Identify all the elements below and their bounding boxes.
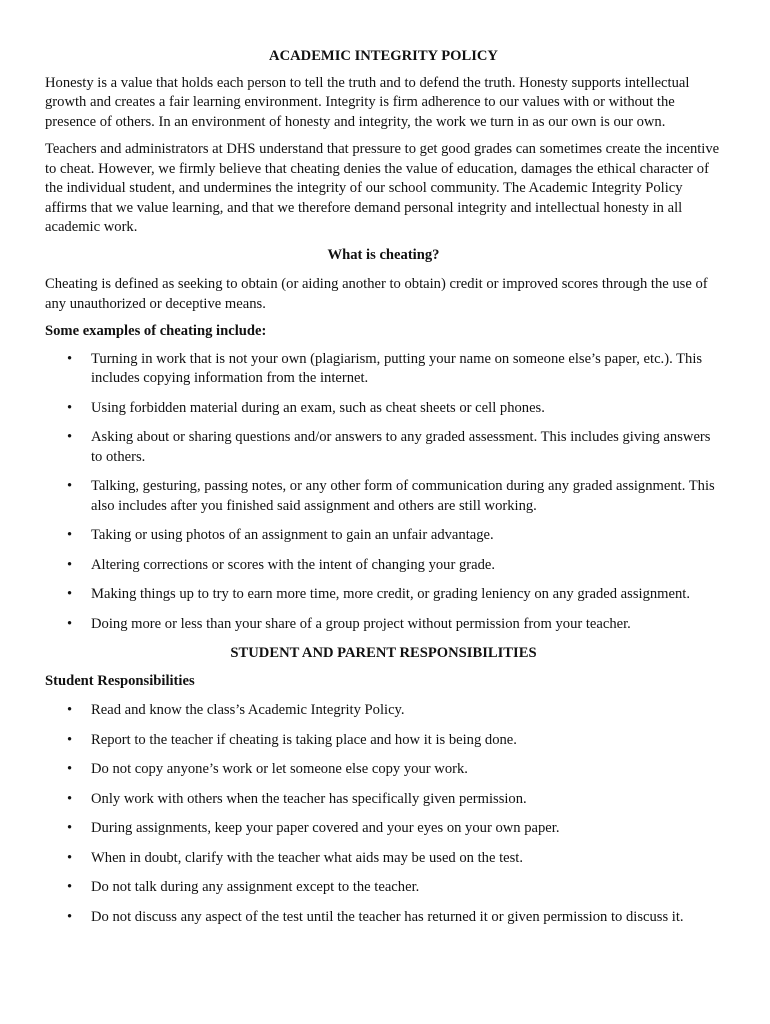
bullet-icon: • (67, 429, 73, 445)
bullet-icon: • (67, 849, 73, 866)
list-item-text: Turning in work that is not your own (plagiarism, putting your name on someone else’s paper, etc.). This includes copying information from the internet. (91, 350, 703, 386)
list-item (45, 399, 722, 419)
list-item (45, 849, 722, 869)
responsibilities-heading: STUDENT AND PARENT RESPONSIBILITIES (230, 645, 537, 661)
bullet-icon: • (67, 820, 73, 836)
list-item (45, 477, 722, 516)
list-item (45, 790, 722, 810)
list-item (45, 760, 722, 780)
bullet-icon: • (67, 527, 73, 543)
list-item (45, 615, 722, 635)
bullet-icon: • (67, 731, 73, 748)
intro-paragraph-teachers: Teachers and administrators at DHS understand that pressure to get good grades can sometimes create the incentive to cheat. However, we firmly believe that cheating denies the value of education, damages the ethical character of the individual student, and undermines the integrity of our school community. The Academic Integrity Policy affirms that we value learning, and that we therefore demand personal integrity and intellectual honesty in all academic work. (45, 141, 720, 235)
list-item-text: Do not talk during any assignment except to the teacher. (91, 879, 420, 895)
list-item-text: Asking about or sharing questions and/or answers to any graded assessment. This includes giving answers to others. (91, 429, 711, 465)
list-item-text: Talking, gesturing, passing notes, or any other form of communication during any graded assignment. This also includes after you finished said assignment and others are still working. (91, 478, 715, 514)
cheating-examples-list (45, 350, 722, 635)
bullet-icon: • (67, 586, 73, 602)
bullet-icon: • (67, 908, 73, 925)
bullet-icon: • (67, 399, 73, 416)
bullet-icon: • (67, 702, 73, 718)
cheating-definition: Cheating is defined as seeking to obtain (or aiding another to obtain) credit or improved scores through the use of any unauthorized or deceptive means. (45, 276, 708, 312)
list-item-text: Only work with others when the teacher has specifically given permission. (91, 790, 527, 807)
bullet-icon: • (67, 615, 73, 632)
bullet-icon: • (67, 478, 73, 494)
list-item-text: Doing more or less than your share of a group project without permission from your teacher. (91, 615, 631, 632)
student-responsibilities-heading: Student Responsibilities (45, 672, 195, 689)
list-item (45, 585, 722, 605)
list-item (45, 556, 722, 576)
list-item-text: Do not copy anyone’s work or let someone else copy your work. (91, 761, 468, 777)
bullet-icon: • (67, 761, 73, 777)
cheating-examples-heading: Some examples of cheating include: (45, 323, 267, 339)
list-item-text: Making things up to try to earn more time, more credit, or grading leniency on any graded assignment. (91, 586, 690, 602)
list-item-text: Altering corrections or scores with the intent of changing your grade. (91, 556, 496, 573)
list-item-text: Taking or using photos of an assignment to gain an unfair advantage. (91, 527, 494, 543)
list-item (45, 526, 722, 546)
list-item-text: Read and know the class’s Academic Integrity Policy. (91, 702, 405, 718)
what-is-cheating-heading: What is cheating? (327, 246, 440, 263)
bullet-icon: • (67, 350, 73, 367)
list-item (45, 908, 722, 928)
list-item-text: When in doubt, clarify with the teacher what aids may be used on the test. (91, 849, 524, 866)
page-title: ACADEMIC INTEGRITY POLICY (269, 48, 498, 64)
list-item (45, 350, 722, 389)
list-item-text: Report to the teacher if cheating is taking place and how it is being done. (91, 731, 517, 748)
list-item (45, 878, 722, 898)
bullet-icon: • (67, 556, 73, 573)
bullet-icon: • (67, 790, 73, 807)
list-item-text: During assignments, keep your paper covered and your eyes on your own paper. (91, 820, 560, 836)
list-item (45, 819, 722, 839)
list-item-text: Do not discuss any aspect of the test until the teacher has returned it or given permission to discuss it. (91, 908, 684, 925)
list-item (45, 731, 722, 751)
bullet-icon: • (67, 879, 73, 895)
list-item (45, 701, 722, 721)
list-item-text: Using forbidden material during an exam, such as cheat sheets or cell phones. (91, 399, 545, 416)
student-responsibilities-list (45, 701, 722, 927)
intro-paragraph-honesty: Honesty is a value that holds each person to tell the truth and to defend the truth. Honesty supports intellectual growth and creates a fair learning environment. Integrity is firm adherence to our values with or without the presence of others. In an environment of honesty and integrity, the work we turn in as our own is our own. (45, 74, 690, 130)
list-item (45, 428, 722, 467)
